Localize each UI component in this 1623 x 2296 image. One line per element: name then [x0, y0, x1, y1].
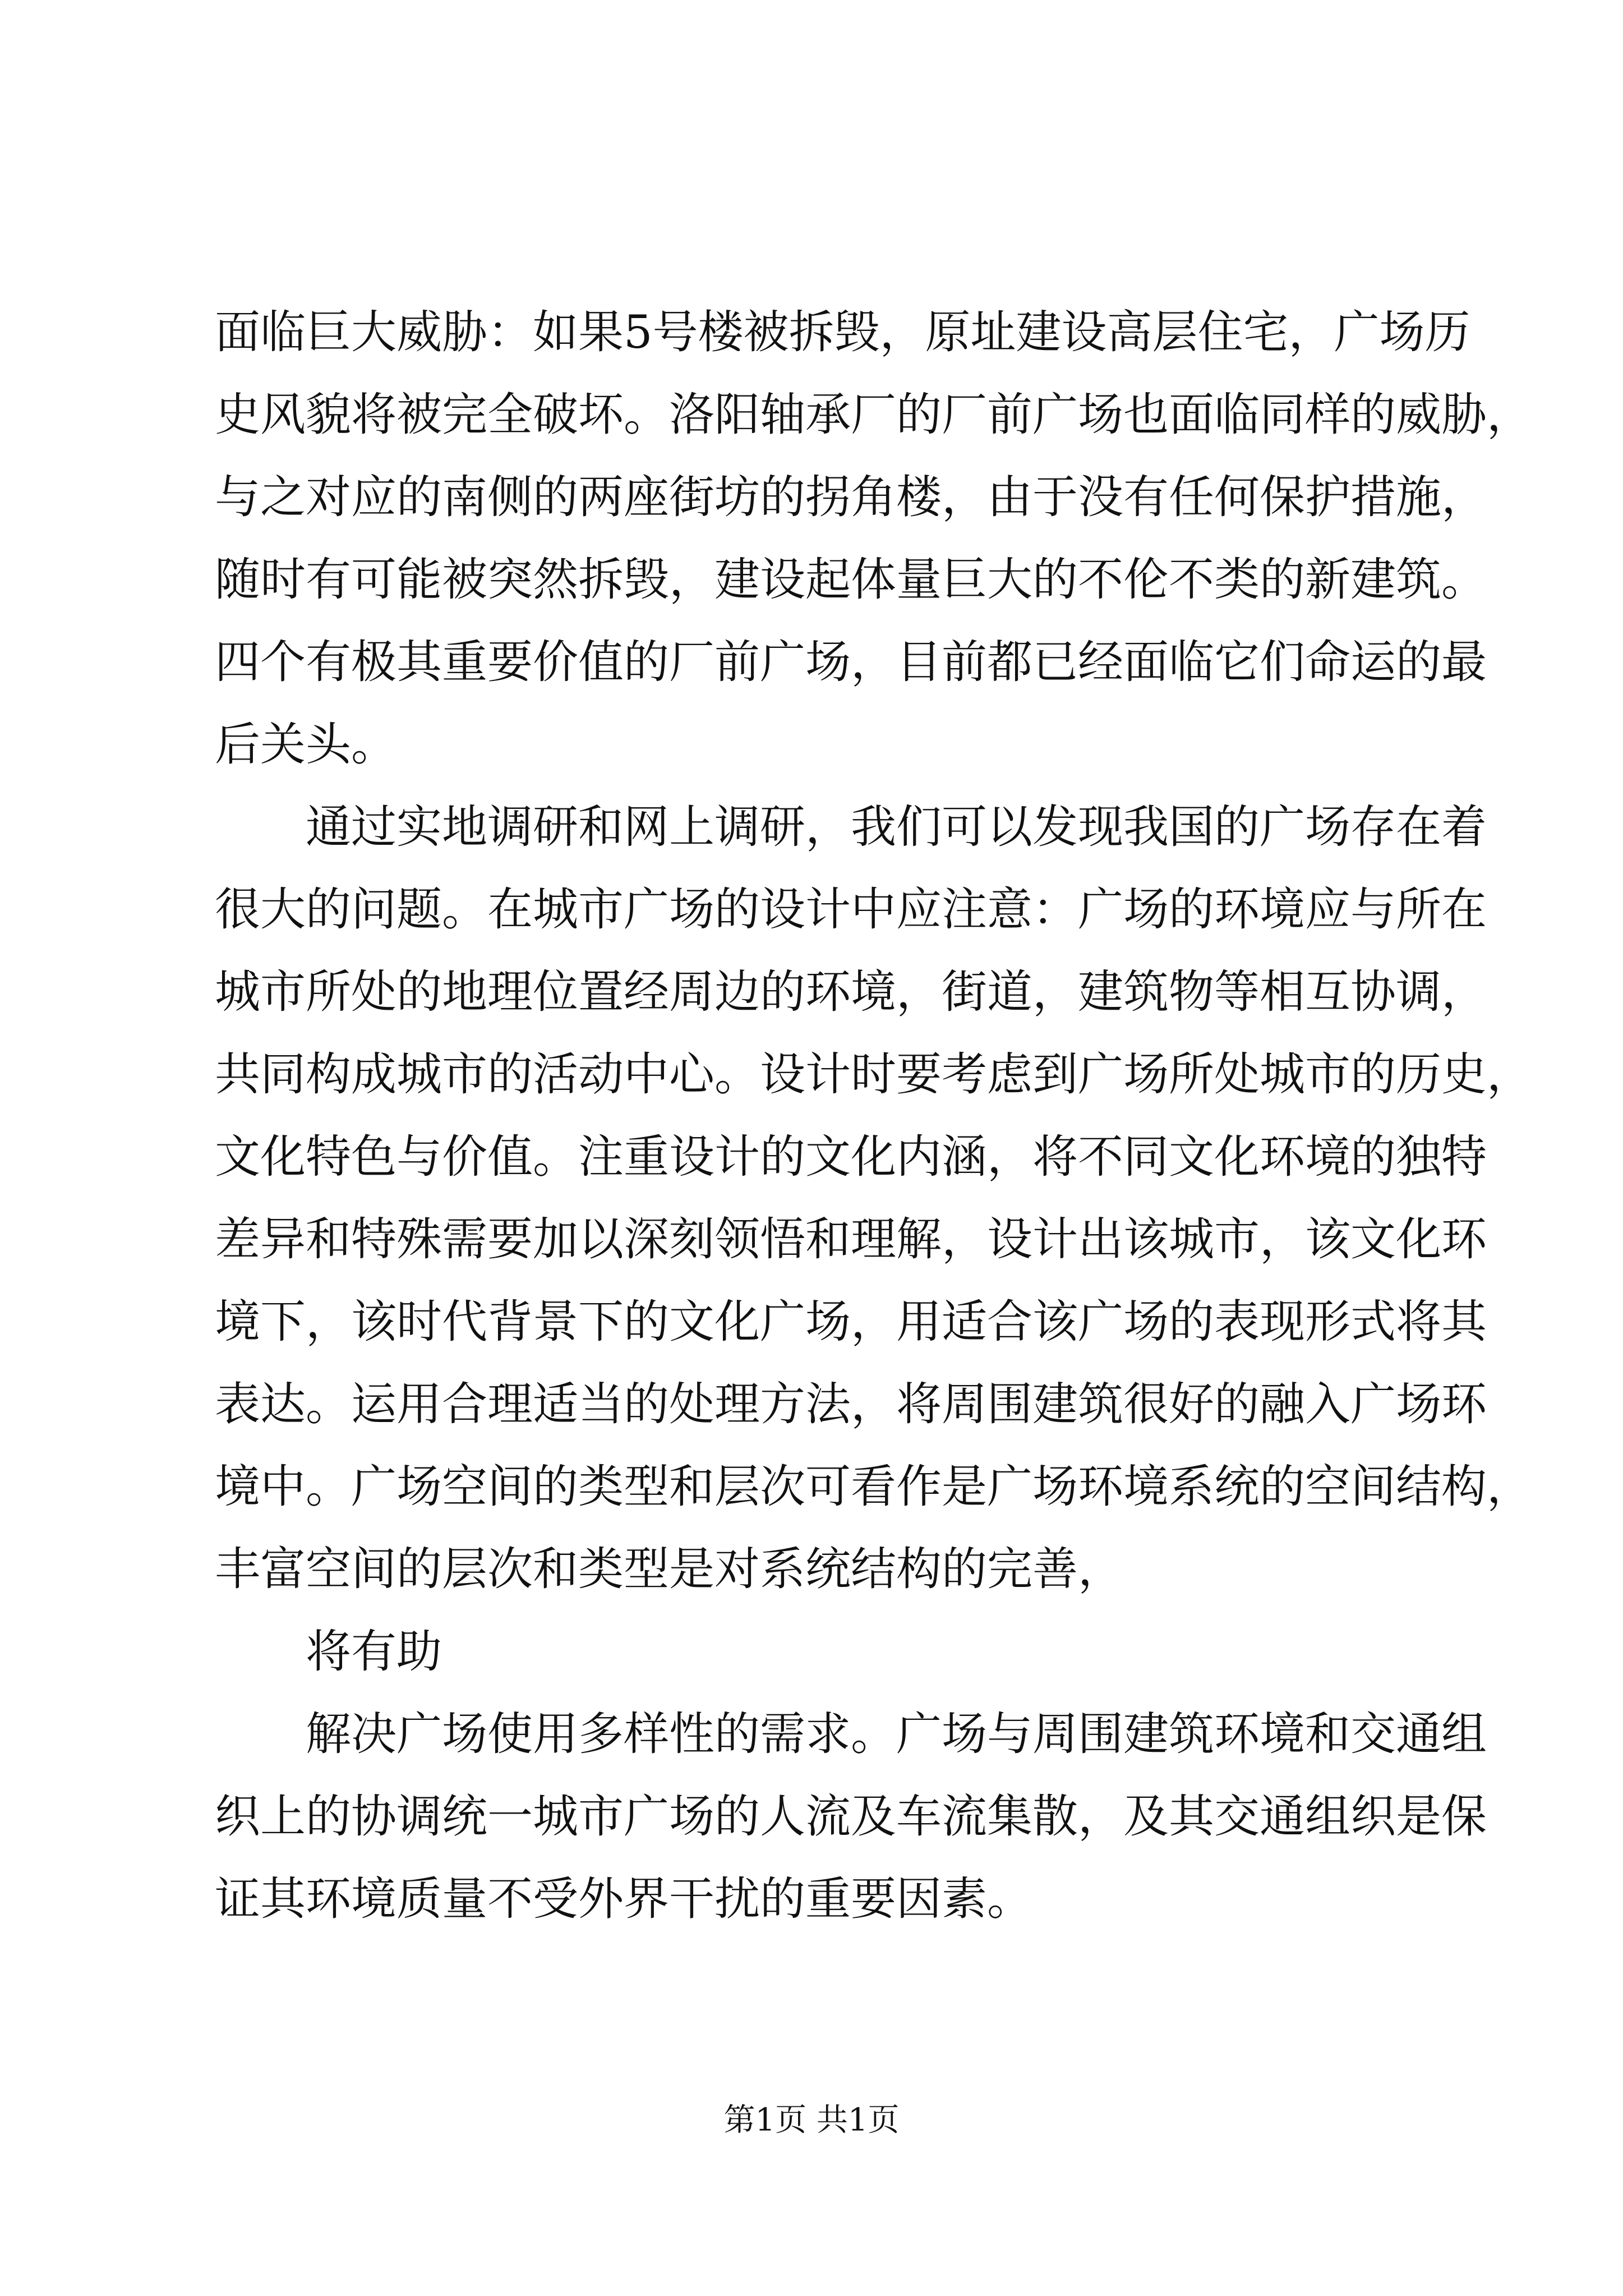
text-line: 面临巨大威胁：如果5号楼被拆毁，原址建设高层住宅，广场历 [215, 306, 1470, 359]
text-line: 丰富空间的层次和类型是对系统结构的完善， [215, 1543, 1124, 1596]
text-line: 后关头。 [215, 719, 397, 771]
text-line: 共同构成城市的活动中心。设计时要考虑到广场所处城市的历史， [215, 1048, 1533, 1101]
text-line: 文化特色与价值。注重设计的文化内涵，将不同文化环境的独特 [215, 1131, 1487, 1184]
text-line: 织上的协调统一城市广场的人流及车流集散，及其交通组织是保 [215, 1791, 1487, 1843]
text-line: 四个有极其重要价值的厂前广场，目前都已经面临它们命运的最 [215, 636, 1487, 689]
text-line: 与之对应的南侧的两座街坊的拐角楼，由于没有任何保护措施， [215, 471, 1487, 524]
text-line: 证其环境质量不受外界干扰的重要因素。 [215, 1873, 1033, 1926]
text-line: 表达。运用合理适当的处理方法，将周围建筑很好的融入广场环 [215, 1378, 1487, 1431]
text-line: 随时有可能被突然拆毁，建设起体量巨大的不伦不类的新建筑。 [215, 554, 1487, 606]
text-line: 将有助 [306, 1626, 442, 1678]
document-body [215, 292, 1533, 1941]
page-number-label: 第1页 共1页 [723, 2102, 900, 2138]
text-line: 差异和特殊需要加以深刻领悟和理解，设计出该城市，该文化环 [215, 1213, 1487, 1266]
text-line: 通过实地调研和网上调研，我们可以发现我国的广场存在着 [306, 801, 1487, 854]
text-line: 城市所处的地理位置经周边的环境，街道，建筑物等相互协调， [215, 966, 1487, 1019]
text-line: 很大的问题。在城市广场的设计中应注意：广场的环境应与所在 [215, 884, 1487, 936]
page-footer [0, 2098, 1623, 2143]
text-line: 史风貌将被完全破坏。洛阳轴承厂的厂前广场也面临同样的威胁， [215, 389, 1533, 441]
text-line: 境中。广场空间的类型和层次可看作是广场环境系统的空间结构， [215, 1461, 1533, 1513]
text-line: 境下，该时代背景下的文化广场，用适合该广场的表现形式将其 [215, 1296, 1487, 1349]
text-line: 解决广场使用多样性的需求。广场与周围建筑环境和交通组 [306, 1708, 1487, 1761]
